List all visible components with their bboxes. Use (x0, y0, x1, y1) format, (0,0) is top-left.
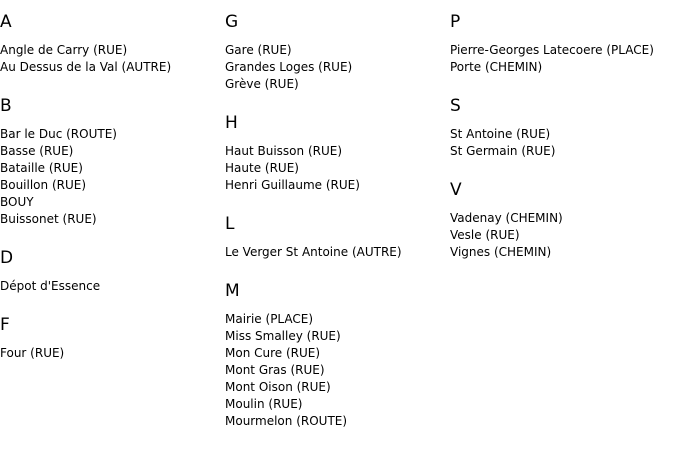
street-item: Dépot d'Essence (0, 279, 101, 293)
street-item: St Antoine (RUE) (450, 127, 551, 141)
street-list (225, 244, 450, 261)
street-item: Le Verger St Antoine (AUTRE) (225, 245, 402, 259)
letter-group (225, 214, 450, 261)
letter-heading: S (450, 96, 461, 116)
street-item: Au Dessus de la Val (AUTRE) (0, 60, 172, 74)
street-item: Mont Gras (RUE) (225, 363, 325, 377)
letter-group (0, 12, 225, 76)
street-item: Vignes (CHEMIN) (450, 245, 552, 259)
letter-heading: G (225, 12, 239, 32)
street-item: Four (RUE) (0, 346, 65, 360)
street-list (0, 345, 225, 362)
street-item: Angle de Carry (RUE) (0, 43, 128, 57)
street-item: Basse (RUE) (0, 144, 74, 158)
street-item: Miss Smalley (RUE) (225, 329, 341, 343)
street-list (0, 42, 225, 76)
index-column (450, 0, 675, 261)
letter-heading: F (0, 315, 10, 335)
street-item: Mont Oison (RUE) (225, 380, 331, 394)
street-item: Bouillon (RUE) (0, 178, 87, 192)
street-list (450, 126, 675, 160)
letter-heading: H (225, 113, 238, 133)
street-item: Bar le Duc (ROUTE) (0, 127, 117, 141)
letter-group (450, 180, 675, 261)
street-list (0, 126, 225, 228)
letter-heading: D (0, 248, 14, 268)
street-list (450, 210, 675, 261)
letter-group (225, 281, 450, 430)
letter-group (0, 248, 225, 295)
letter-group (450, 12, 675, 76)
street-item: Grandes Loges (RUE) (225, 60, 353, 74)
index-column (225, 0, 450, 430)
letter-heading: V (450, 180, 462, 200)
street-item: BOUY (0, 195, 34, 209)
street-item: Moulin (RUE) (225, 397, 303, 411)
street-list (225, 42, 450, 93)
street-item: Porte (CHEMIN) (450, 60, 543, 74)
street-item: Haut Buisson (RUE) (225, 144, 343, 158)
street-item: Vesle (RUE) (450, 228, 520, 242)
letter-group (0, 315, 225, 362)
street-item: Haute (RUE) (225, 161, 299, 175)
street-item: Grève (RUE) (225, 77, 299, 91)
street-list (225, 143, 450, 194)
street-item: Mairie (PLACE) (225, 312, 314, 326)
street-item: Mourmelon (ROUTE) (225, 414, 348, 428)
street-item: Henri Guillaume (RUE) (225, 178, 360, 192)
index-column (0, 0, 225, 362)
street-item: Bataille (RUE) (0, 161, 83, 175)
street-item: Vadenay (CHEMIN) (450, 211, 563, 225)
letter-group (225, 12, 450, 93)
letter-group (225, 113, 450, 194)
street-item: Buissonet (RUE) (0, 212, 97, 226)
letter-group (450, 96, 675, 160)
street-list (450, 42, 675, 76)
street-item: St Germain (RUE) (450, 144, 556, 158)
letter-heading: L (225, 214, 235, 234)
street-list (225, 311, 450, 430)
letter-heading: M (225, 281, 240, 301)
letter-heading: P (450, 12, 461, 32)
letter-group (0, 96, 225, 228)
street-list (0, 278, 225, 295)
letter-heading: B (0, 96, 12, 116)
street-item: Mon Cure (RUE) (225, 346, 321, 360)
letter-heading: A (0, 12, 12, 32)
street-item: Gare (RUE) (225, 43, 292, 57)
street-item: Pierre-Georges Latecoere (PLACE) (450, 43, 654, 57)
